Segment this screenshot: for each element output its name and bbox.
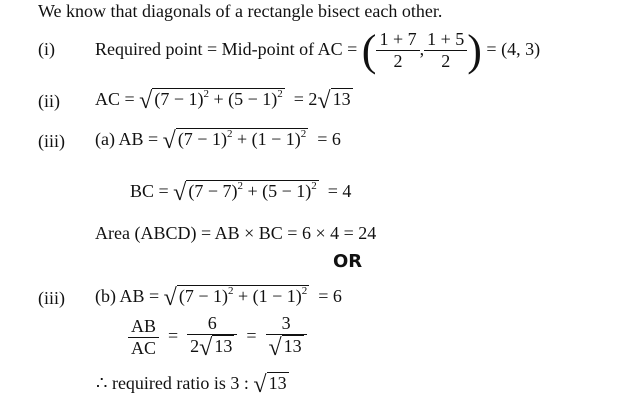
exp-a: 2	[226, 128, 233, 140]
comma: ,	[419, 39, 425, 59]
sqrt-ab: √ $(7 - 1)^2 + (1 - 1)^2$	[162, 128, 307, 154]
fraction-y	[424, 30, 467, 71]
exp-b: 2	[311, 180, 317, 192]
ratio-den-2sqrt13	[187, 335, 237, 361]
radicand-13: 13	[332, 89, 351, 109]
part-i-equation	[95, 24, 540, 74]
fraction-y-denominator: 2	[441, 51, 451, 72]
intro-text: We know that diagonals of a rectangle bisect each other.	[38, 1, 443, 21]
sqrt-bc: √ $(7 - 7)^2 + (5 - 1)^2$	[173, 180, 317, 206]
exp-a: 2	[227, 285, 234, 297]
fraction-x	[376, 30, 419, 71]
fraction-x-denominator: 2	[393, 51, 403, 72]
sqrt-13: √ 13	[199, 334, 233, 361]
bc-lhs: BC =	[130, 181, 169, 201]
ab-result: = 6	[317, 129, 341, 149]
result-coef: = 2	[293, 89, 318, 109]
fraction-x-numerator: 1 + 7	[376, 30, 419, 51]
ratio-3-over	[266, 314, 307, 361]
radicand-13: 13	[214, 335, 233, 356]
part-ii-lhs: AC =	[95, 89, 135, 109]
term-b: (5 − 1)	[228, 89, 278, 109]
ratio-den-sqrt13	[266, 335, 307, 361]
bc-result: = 4	[327, 181, 352, 201]
conclusion-line	[96, 372, 289, 396]
sqrt-13: √ 13	[317, 88, 351, 114]
sqrt-ac: √ $(7 - 1)^2 + (5 - 1)^2$	[139, 88, 283, 114]
part-ii-label: (ii)	[38, 91, 60, 111]
term-b: (1 − 1)	[251, 129, 301, 149]
part-iii-b-ab	[95, 285, 342, 309]
part-iii-a-label: (iii)	[38, 131, 65, 151]
right-paren: )	[467, 25, 482, 75]
ab-lhs: (b) AB =	[95, 286, 160, 306]
part-iii-a-ab	[95, 128, 341, 152]
ratio-den-ac: AC	[131, 338, 157, 359]
exp-b: 2	[300, 128, 307, 140]
part-ii-equation	[95, 88, 353, 112]
plus: +	[208, 89, 229, 109]
plus: +	[242, 181, 263, 201]
ratio-ab-ac	[128, 317, 159, 358]
sqrt-13: √ 13	[253, 372, 287, 398]
part-iii-b-label: (iii)	[38, 288, 65, 308]
sqrt-13: √ 13	[268, 334, 302, 361]
exp-b: 2	[277, 88, 283, 100]
fraction-y-numerator: 1 + 5	[424, 30, 467, 51]
part-i-label: (i)	[38, 39, 55, 59]
or-divider: OR	[333, 251, 363, 272]
ratio-6-over	[187, 314, 237, 361]
term-a: (7 − 1)	[177, 129, 227, 149]
radicand-13: 13	[268, 373, 287, 393]
ratio-num-3: 3	[266, 314, 307, 335]
term-b: (5 − 1)	[262, 181, 312, 201]
ab-lhs: (a) AB =	[95, 129, 159, 149]
plus: +	[233, 286, 253, 306]
coef-2: 2	[190, 335, 200, 356]
part-i-result: = (4, 3)	[486, 39, 541, 59]
sqrt-ab: √ $(7 - 1)^2 + (1 - 1)^2$	[163, 285, 308, 311]
radicand-13: 13	[283, 335, 302, 356]
part-iii-a-bc	[130, 180, 351, 204]
area-line: Area (ABCD) = AB × BC = 6 × 4 = 24	[95, 223, 377, 243]
term-a: (7 − 1)	[154, 89, 204, 109]
term-a: (7 − 1)	[178, 286, 228, 306]
exp-a: 2	[203, 88, 209, 100]
ratio-line	[128, 314, 307, 361]
plus: +	[232, 129, 252, 149]
term-a: (7 − 7)	[188, 181, 238, 201]
part-i-lhs: Required point = Mid-point of AC =	[95, 39, 358, 59]
left-paren: (	[361, 25, 377, 75]
term-b: (1 − 1)	[252, 286, 302, 306]
ratio-num-6: 6	[187, 314, 237, 335]
equals-2: =	[246, 325, 257, 346]
ratio-num-ab: AB	[128, 317, 159, 338]
exp-b: 2	[301, 285, 308, 297]
conclusion-text: ∴ required ratio is 3 :	[96, 373, 249, 393]
exp-a: 2	[237, 180, 243, 192]
equals-1: =	[168, 325, 179, 346]
ab-result: = 6	[318, 286, 342, 306]
